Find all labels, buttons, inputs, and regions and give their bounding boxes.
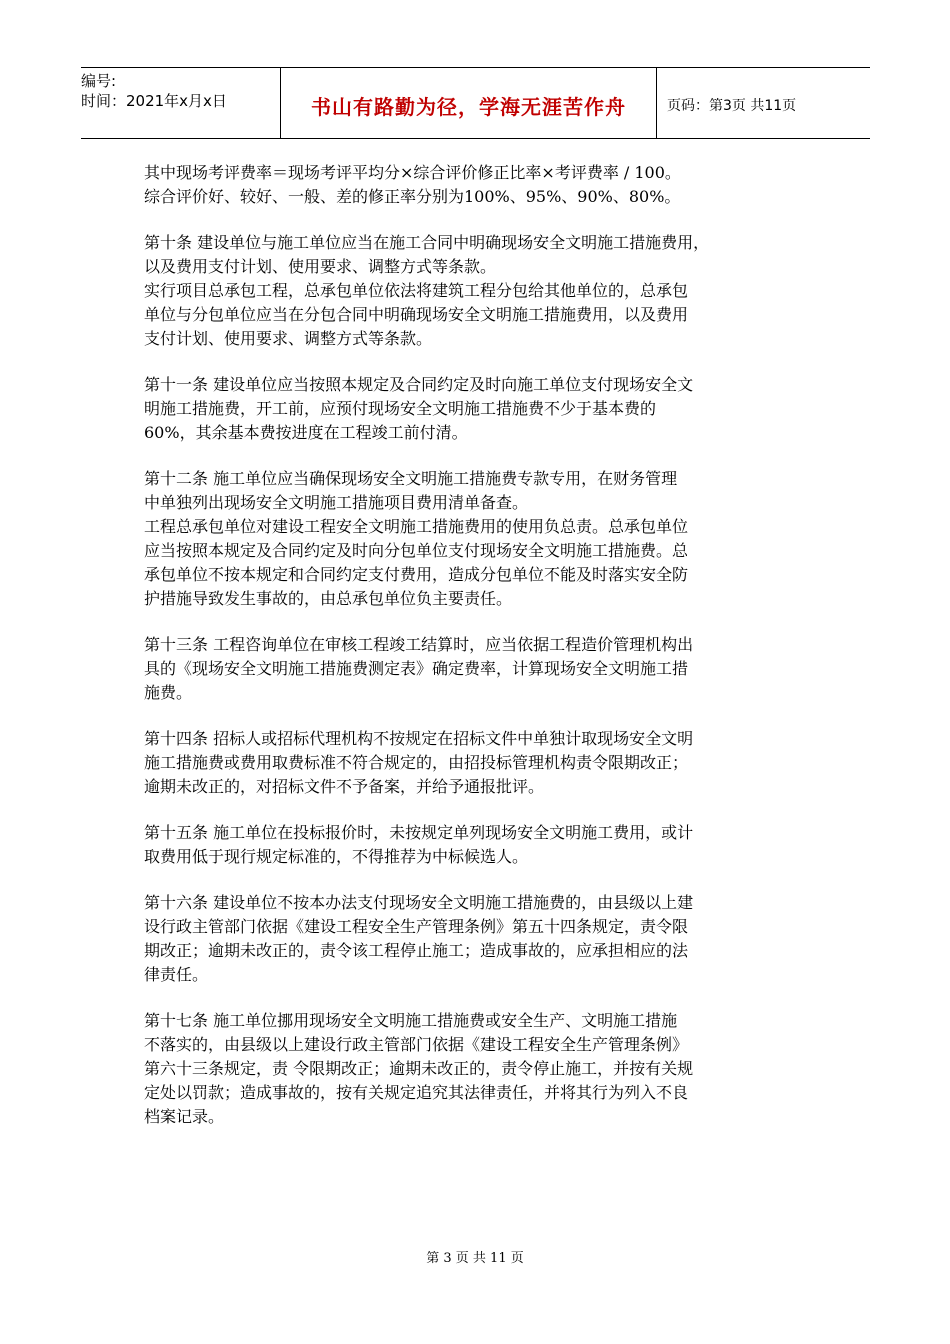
footer-page-number: 第 3 页 共 11 页: [426, 1251, 524, 1266]
paragraph-line: 施工措施费或费用取费标准不符合规定的，由招投标管理机构责令限期改正；: [144, 753, 689, 772]
paragraph-line: 支付计划、使用要求、调整方式等条款。: [144, 329, 433, 348]
paragraph-line: 施费。: [144, 683, 193, 702]
paragraph-line: 律责任。: [144, 965, 209, 984]
paragraph-line: 应当按照本规定及合同约定及时向分包单位支付现场安全文明施工措施费。总: [144, 541, 689, 560]
paragraph: [144, 1009, 824, 1129]
paragraph-line: 不落实的，由县级以上建设行政主管部门依据《建设工程安全生产管理条例》: [144, 1035, 689, 1054]
header-meta: [81, 68, 281, 138]
paragraph-line: 第六十三条规定，责 令限期改正；逾期未改正的，责令停止施工，并按有关规: [144, 1059, 694, 1078]
page-footer: [0, 1247, 950, 1266]
paragraph-line: 实行项目总承包工程，总承包单位依法将建筑工程分包给其他单位的，总承包: [144, 281, 689, 300]
paragraph-line: 设行政主管部门依据《建设工程安全生产管理条例》第五十四条规定，责令限: [144, 917, 689, 936]
paragraph: [144, 633, 824, 705]
paragraph-line: 逾期未改正的，对招标文件不予备案，并给予通报批评。: [144, 777, 545, 796]
paragraph-line: 第十条 建设单位与施工单位应当在施工合同中明确现场安全文明施工措施费用，: [144, 233, 710, 252]
paragraph-line: 工程总承包单位对建设工程安全文明施工措施费用的使用负总责。总承包单位: [144, 517, 689, 536]
paragraph-line: 期改正；逾期未改正的，责令该工程停止施工；造成事故的，应承担相应的法: [144, 941, 689, 960]
paragraph-line: 第十三条 工程咨询单位在审核工程竣工结算时，应当依据工程造价管理机构出: [144, 635, 694, 654]
paragraph-line: 中单独列出现场安全文明施工措施项目费用清单备查。: [144, 493, 529, 512]
code-label: 编号:: [81, 72, 117, 90]
paragraph-line: 护措施导致发生事故的，由总承包单位负主要责任。: [144, 589, 513, 608]
paragraph: [144, 727, 824, 799]
paragraph: [144, 821, 824, 869]
paragraph-line: 取费用低于现行规定标准的，不得推荐为中标候选人。: [144, 847, 529, 866]
header-page-info: [657, 68, 870, 138]
paragraph: [144, 161, 824, 209]
paragraph-line: 单位与分包单位应当在分包合同中明确现场安全文明施工措施费用，以及费用: [144, 305, 689, 324]
paragraph: [144, 467, 824, 611]
paragraph-line: 档案记录。: [144, 1107, 225, 1126]
paragraph: [144, 891, 824, 987]
paragraph: [144, 373, 824, 445]
motto-text: 书山有路勤为径，学海无涯苦作舟: [311, 94, 626, 119]
paragraph-line: 明施工措施费，开工前，应预付现场安全文明施工措施费不少于基本费的: [144, 399, 657, 418]
paragraph-line: 第十七条 施工单位挪用现场安全文明施工措施费或安全生产、文明施工措施: [144, 1011, 678, 1030]
document-body: [144, 161, 824, 1151]
paragraph-line: 第十二条 施工单位应当确保现场安全文明施工措施费专款专用，在财务管理: [144, 469, 678, 488]
paragraph-line: 第十五条 施工单位在投标报价时，未按规定单列现场安全文明施工费用，或计: [144, 823, 694, 842]
paragraph-line: 定处以罚款；造成事故的，按有关规定追究其法律责任，并将其行为列入不良: [144, 1083, 689, 1102]
paragraph-line: 60%，其余基本费按进度在工程竣工前付清。: [144, 423, 468, 442]
date-line: 时间：2021年x月x日: [81, 92, 227, 110]
page-header: [81, 67, 870, 139]
page-info-text: 页码：第3页 共11页: [667, 98, 797, 114]
paragraph-line: 承包单位不按本规定和合同约定支付费用，造成分包单位不能及时落实安全防: [144, 565, 689, 584]
paragraph-line: 第十一条 建设单位应当按照本规定及合同约定及时向施工单位支付现场安全文: [144, 375, 694, 394]
paragraph-line: 其中现场考评费率＝现场考评平均分×综合评价修正比率×考评费率 / 100。: [144, 163, 681, 182]
paragraph-line: 具的《现场安全文明施工措施费测定表》确定费率，计算现场安全文明施工措: [144, 659, 689, 678]
paragraph-line: 第十六条 建设单位不按本办法支付现场安全文明施工措施费的，由县级以上建: [144, 893, 694, 912]
header-motto-cell: [281, 68, 657, 138]
paragraph-line: 以及费用支付计划、使用要求、调整方式等条款。: [144, 257, 497, 276]
paragraph-line: 综合评价好、较好、一般、差的修正率分别为100%、95%、90%、80%。: [144, 187, 681, 206]
paragraph-line: 第十四条 招标人或招标代理机构不按规定在招标文件中单独计取现场安全文明: [144, 729, 694, 748]
paragraph: [144, 231, 824, 351]
